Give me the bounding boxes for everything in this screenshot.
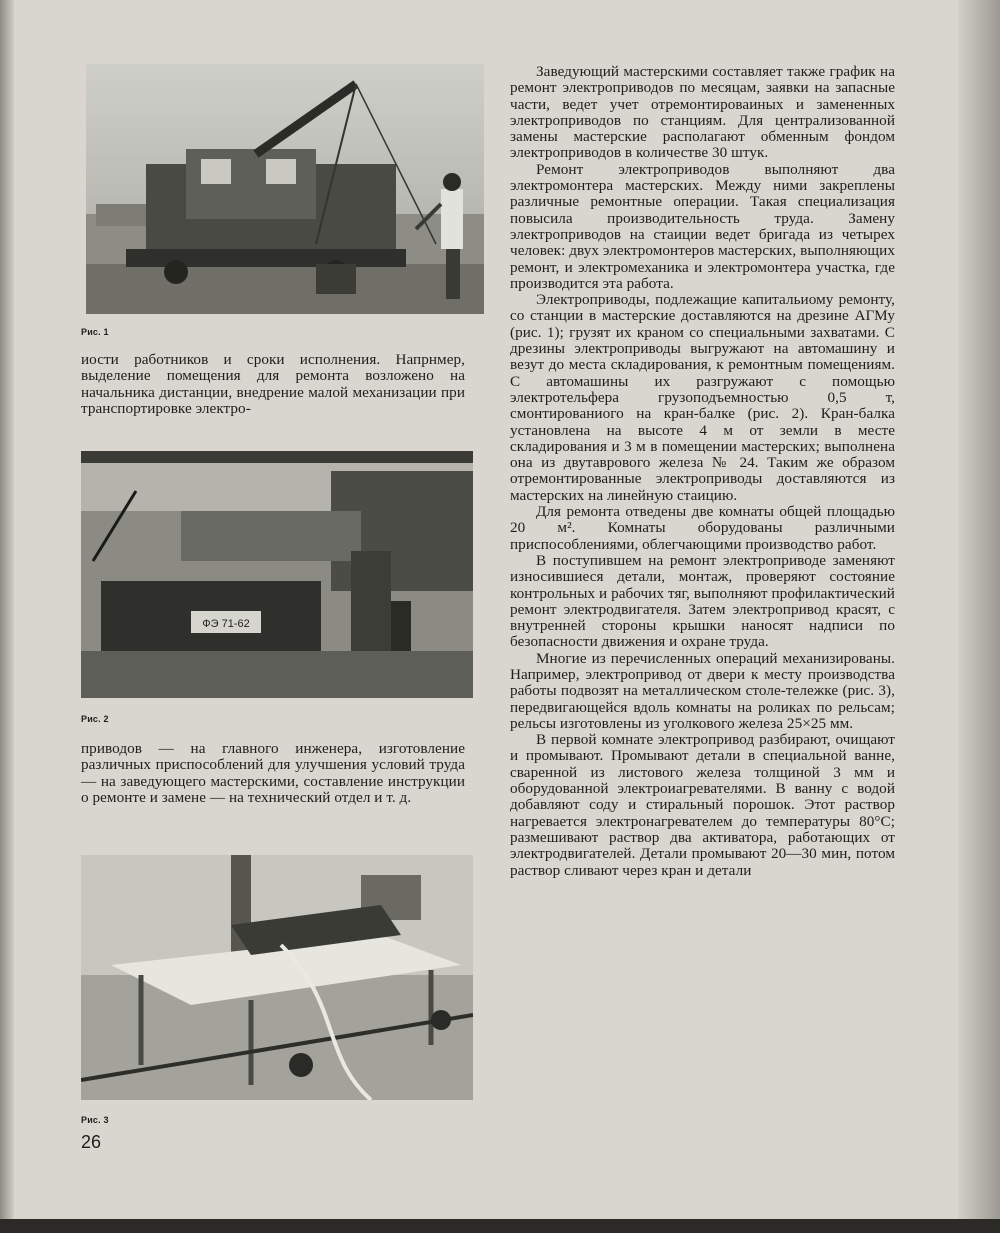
paragraph-6: Многие из перечисленных операций механизированы. Например, электропривод от двери к месту производства работы подвозят на металлическом столе-тележке (рис. 3), передвигающейся вдоль комнаты на роликах по рельсам; рельсы изготовлены из уголкового железа 25×25 мм. bbox=[510, 649, 895, 732]
paragraph-5: В поступившем на ремонт электроприводе заменяют износившиеся детали, монтаж, проверяют состояние контрольных и рабочих тяг, выполняют профилактический ремонт электродвигателя. Затем электропривод красят, с внутренней стороны крышки наносят надписи по безопасности движения и охране труда. bbox=[510, 551, 895, 651]
page-right-shadow bbox=[958, 0, 1000, 1233]
figure-3-photo bbox=[81, 855, 473, 1100]
paragraph-1: Заведующий мастерскими составляет также график на ремонт электроприводов по месяцам, заявки на запасные части, ведет учет отремонтироваиных и замененных электроприводов по станциям. Для централизованной замены мастерские располагают обменным фондом электроприводов в количестве 30 штук. bbox=[510, 63, 895, 162]
left-text-block-2: приводов — на главного инженера, изготовление различных приспособлений для улучшения условий труда — на заведующего мастерскими, составление инструкции о ремонте и замене — на технический отдел и т. д. bbox=[81, 740, 465, 806]
figure-2-caption: Рис. 2 bbox=[81, 714, 109, 724]
paragraph-3: Электроприводы, подлежащие капитальиому ремонту, со станции в мастерские доставляются на дрезине АГМу (рис. 1); грузят их краном со специальными захватами. С дрезины электроприводы выгружают на автомашину и везут до места складирования, к ремонтным помещениям. С автомашины их разгружают с помощью электротельфера грузоподъемностью 0,5 т, смонтированиого на кран-балке (рис. 2). Кран-балка установлена на высоте 4 м от земли в месте складирования и 3 м в помещении мастерских; выполнена она из двутаврового железа № 24. Таким же образом отремонтированные электроприводы доставляются из мастерских на линейную стаицию. bbox=[510, 291, 895, 504]
svg-text:ФЭ 71-62: ФЭ 71-62 bbox=[202, 618, 250, 630]
figure-1-caption: Рис. 1 bbox=[81, 327, 109, 337]
figure-3-caption: Рис. 3 bbox=[81, 1115, 109, 1125]
figure-2-photo bbox=[81, 451, 473, 698]
paragraph-4: Для ремонта отведены две комнаты общей площадью 20 м². Комнаты оборудованы различными приспособлениями, облегчающими производство работ. bbox=[510, 503, 895, 553]
paragraph-7: В первой комнате электропривод разбирают, очищают и промывают. Промывают детали в специальной ванне, сваренной из листового железа толщиной 3 мм и оборудованной электроиагревателями. В ванну с водой добавляют соду и стиральный порошок. Этот раствор нагревается электронагревателем до температуры 80°С; размешивают раствор два активатора, работающих от электродвигателей. Детали промывают 20—30 мин, потом раствор сливают через кран и детали bbox=[510, 731, 895, 879]
page-binding-shadow bbox=[0, 0, 14, 1233]
page-number: 26 bbox=[81, 1132, 102, 1152]
right-column-text bbox=[510, 64, 895, 879]
left-text-block-1: иости работников и сроки исполнения. Напрнмер, выделение помещения для ремонта возложено на начальника дистанции, внедрение малой механизации при транспортировке электро- bbox=[81, 351, 465, 417]
scan-bottom-edge bbox=[0, 1219, 1000, 1233]
paragraph-2: Ремонт электроприводов выполняют два электромонтера мастерских. Между ними закреплены различные ремонтные операции. Такая специализация повысила производительность труда. Заменy электроприводов на стаиции ведет бригада из четырех человек: двух электромонтеров мастерских, выполняющих ремонт, и электромеханика и электромонтера участка, где производится эта работа. bbox=[510, 160, 895, 292]
figure-1-photo bbox=[86, 64, 484, 314]
